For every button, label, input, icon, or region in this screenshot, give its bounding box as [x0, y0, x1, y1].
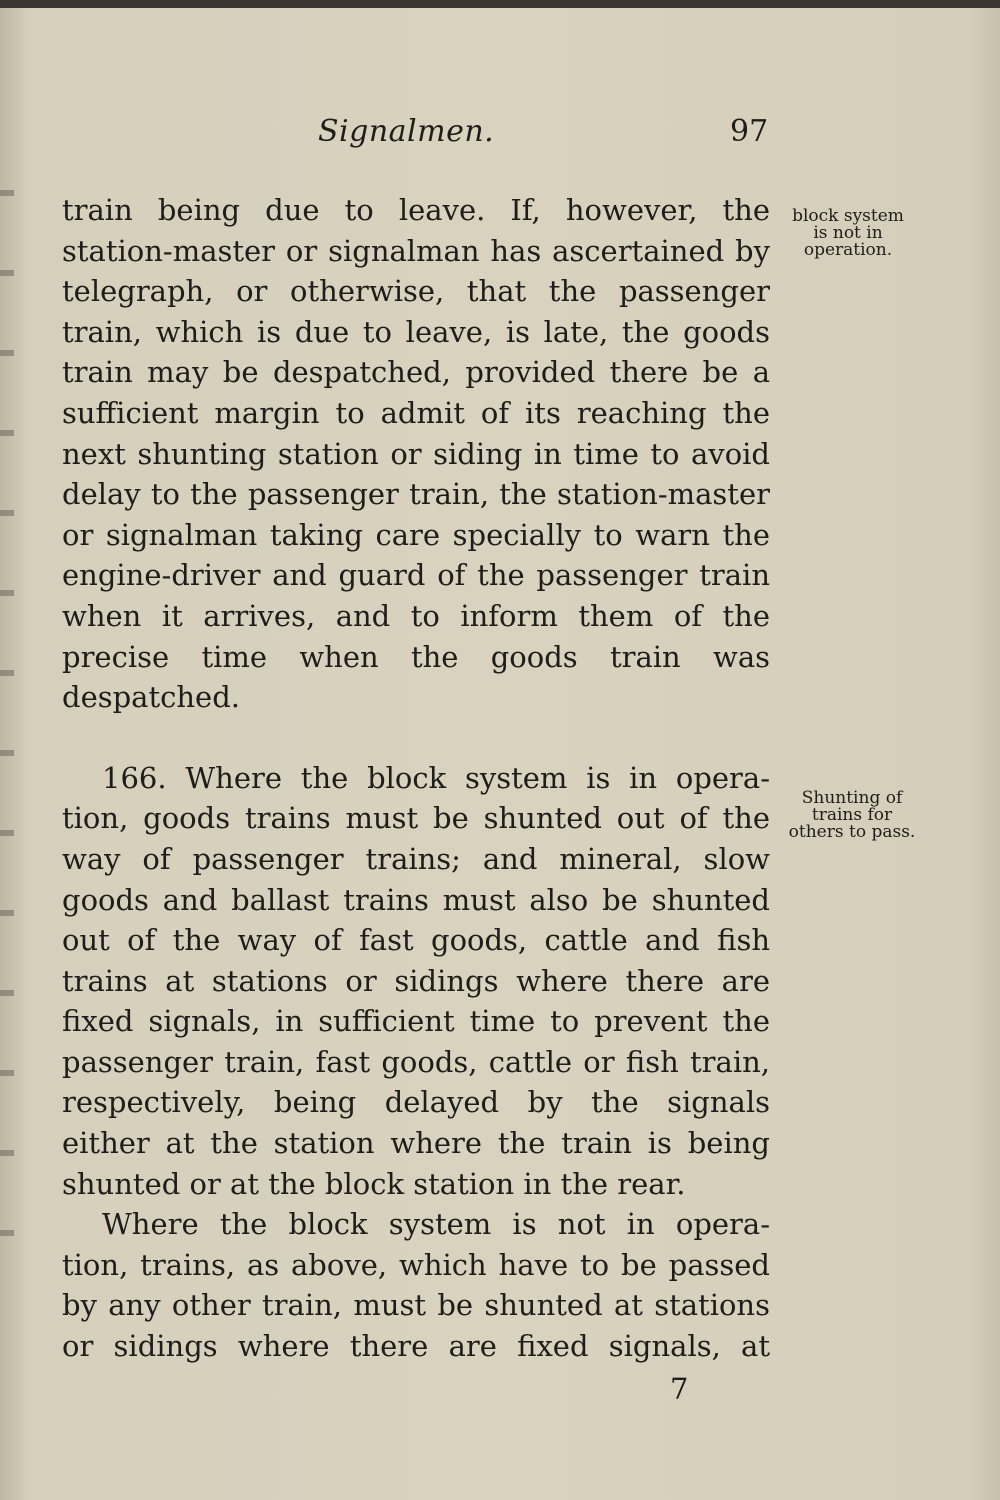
page-top-edge [0, 0, 1000, 8]
text-line: goods and ballast trains must also be shunted [62, 882, 770, 917]
page-number: 97 [730, 114, 769, 149]
sidenote-line: block system [792, 206, 904, 226]
text-line: tion, goods trains must be shunted out of the [62, 801, 770, 836]
text-line: or sidings where there are fixed signals, at [62, 1329, 770, 1364]
text-line: or signalman taking care specially to warn the [62, 517, 770, 552]
text-line: train may be despatched, provided there be a [62, 355, 770, 390]
sidenote-shunting [772, 790, 932, 841]
text-line: train being due to leave. If, however, the [62, 193, 770, 227]
paragraph-gap [62, 718, 770, 758]
text-line: either at the station where the train is being [62, 1126, 770, 1161]
text-line: station-master or signalman has ascertained by [62, 233, 770, 268]
text-line: despatched. [62, 680, 240, 715]
text-line: respectively, being delayed by the signals [62, 1085, 770, 1120]
text-line: passenger train, fast goods, cattle or fish train, [62, 1044, 770, 1079]
text-line: out of the way of fast goods, cattle and fish [62, 923, 770, 958]
body-text [62, 190, 770, 1367]
text-line: next shunting station or siding in time to avoid [62, 436, 770, 471]
sidenote-line: Shunting of [801, 788, 903, 808]
text-line: 166. Where the block system is in opera- [102, 760, 770, 795]
text-line: by any other train, must be shunted at stations [62, 1288, 770, 1323]
sidenote-line: is not in [813, 223, 883, 243]
text-line: telegraph, or otherwise, that the passenger [62, 274, 770, 309]
text-line: Where the block system is not in opera- [102, 1207, 770, 1242]
text-line: fixed signals, in sufficient time to prevent the [62, 1004, 770, 1039]
text-line: tion, trains, as above, which have to be passed [62, 1247, 770, 1282]
text-line: trains at stations or sidings where there are [62, 963, 770, 998]
text-line: engine-driver and guard of the passenger train [62, 558, 770, 593]
gutter-shadow [0, 160, 14, 1260]
sidenote-line: operation. [803, 240, 893, 260]
text-line: train, which is due to leave, is late, the goods [62, 314, 770, 349]
sidenote-line: trains for [811, 805, 893, 825]
text-line: way of passenger trains; and mineral, slow [62, 841, 770, 876]
text-line: precise time when the goods train was [62, 639, 770, 674]
text-line: shunted or at the block station in the rear. [62, 1166, 686, 1201]
sidenote-line: others to pass. [788, 822, 916, 842]
running-title: Signalmen. [318, 114, 495, 149]
text-line: sufficient margin to admit of its reaching the [62, 395, 770, 430]
signature-mark: 7 [670, 1372, 689, 1406]
text-line: when it arrives, and to inform them of the [62, 598, 770, 633]
sidenote-block-system [768, 208, 928, 259]
text-line: delay to the passenger train, the station-master [62, 477, 770, 512]
